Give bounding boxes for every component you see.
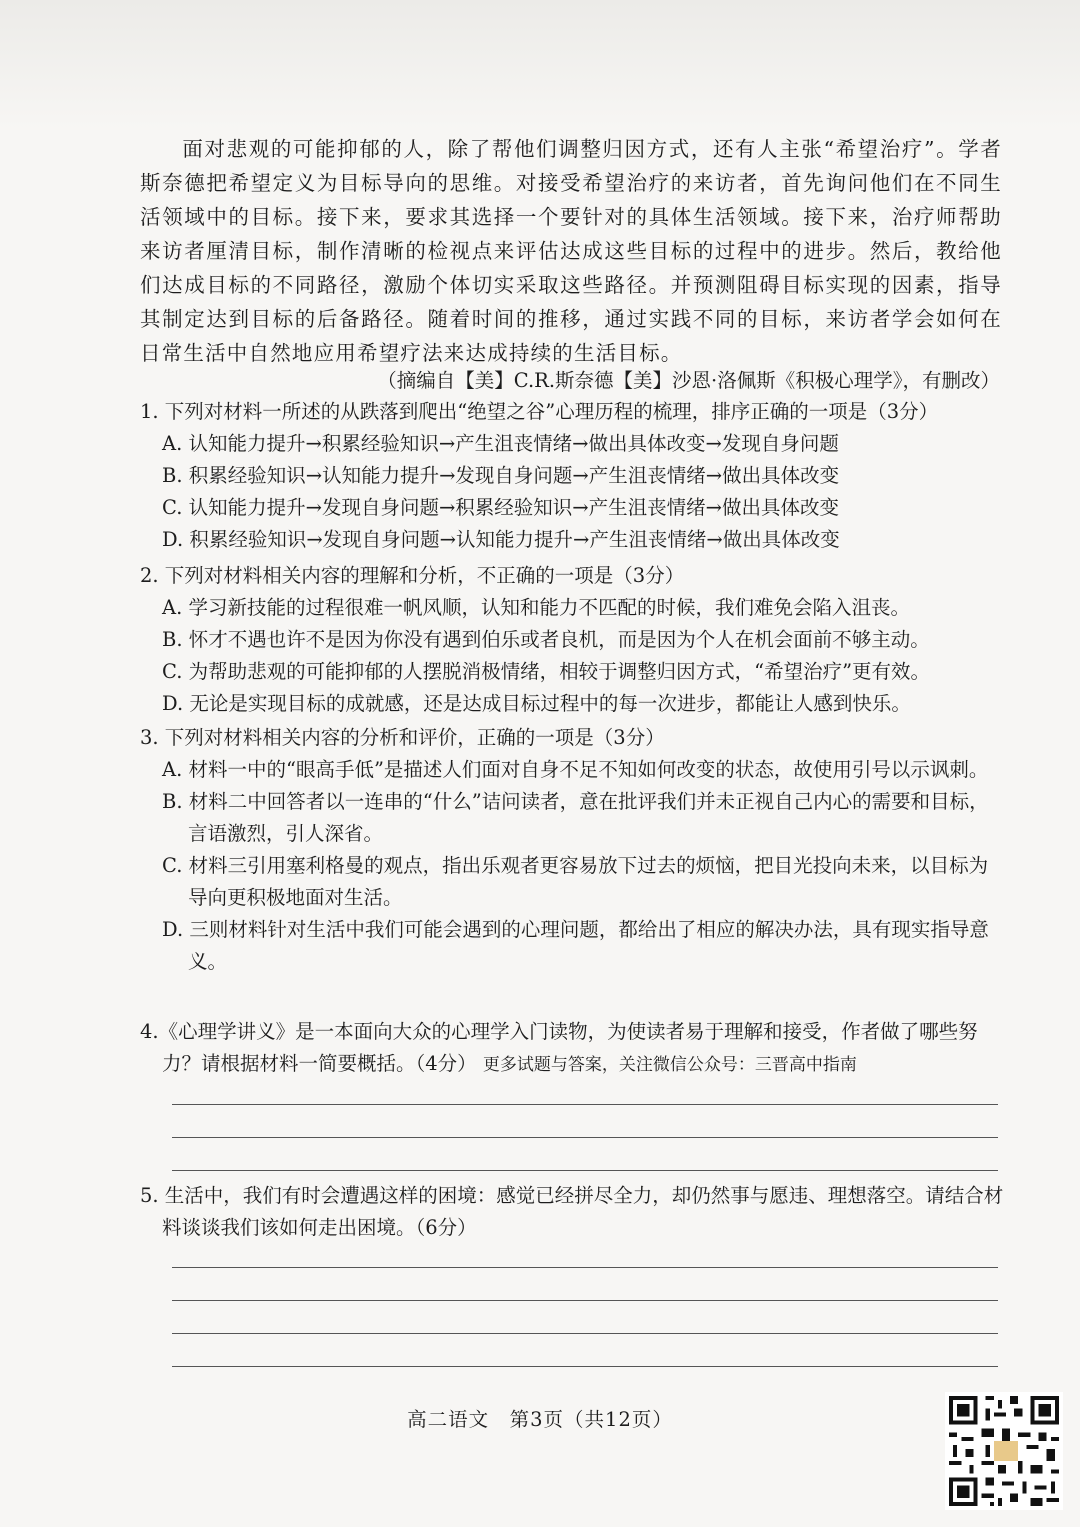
question-2 — [140, 560, 1005, 720]
question-1-option-b: B. 积累经验知识→认知能力提升→发现自身问题→产生沮丧情绪→做出具体改变 — [162, 464, 840, 487]
answer-line[interactable] — [172, 1300, 998, 1301]
question-2-stem: 2. 下列对材料相关内容的理解和分析，不正确的一项是（3分） — [140, 564, 685, 587]
question-5-stem: 5. 生活中，我们有时会遭遇这样的困境：感觉已经拼尽全力，却仍然事与愿违、理想落空。请结合材料谈谈我们该如何走出困境。（6分） — [140, 1184, 1004, 1239]
question-3-option-d: D. 三则材料针对生活中我们可能会遇到的心理问题，都给出了相应的解决办法，具有现实指导意义。 — [162, 918, 989, 973]
question-2-option-c: C. 为帮助悲观的可能抑郁的人摆脱消极情绪，相较于调整归因方式，“希望治疗”更有效。 — [162, 660, 931, 683]
question-3 — [140, 722, 1005, 978]
answer-line[interactable] — [172, 1366, 998, 1367]
question-4-stem — [140, 1016, 1005, 1081]
passage-text: 面对悲观的可能抑郁的人，除了帮他们调整归因方式，还有人主张“希望治疗”。学者斯奈德把希望定义为目标导向的思维。对接受希望治疗的来访者，首先询问他们在不同生活领域中的目标。接下来，要求其选择一个要针对的具体生活领域。接下来，治疗师帮助来访者厘清目标，制作清晰的检视点来评估达成这些目标的过程中的进步。然后，教给他们达成目标的不同路径，激励个体切实采取这些路径。并预测阻碍目标实现的因素，指导其制定达到目标的后备路径。随着时间的推移，通过实践不同的目标，来访者学会如何在日常生活中自然地应用希望疗法来达成持续的生活目标。 — [140, 137, 1002, 365]
reading-passage — [140, 132, 1002, 370]
qr-code-icon — [945, 1392, 1063, 1510]
question-4-text: 4.《心理学讲义》是一本面向大众的心理学入门读物，为使读者易于理解和接受，作者做了哪些努力？请根据材料一简要概括。（4分） — [140, 1020, 978, 1075]
question-1 — [140, 396, 1005, 556]
question-5 — [140, 1180, 1005, 1244]
question-1-option-a: A. 认知能力提升→积累经验知识→产生沮丧情绪→做出具体改变→发现自身问题 — [162, 432, 839, 455]
question-3-option-c: C. 材料三引用塞利格曼的观点，指出乐观者更容易放下过去的烦恼，把目光投向未来，以目标为导向更积极地面对生活。 — [162, 854, 989, 909]
question-3-option-b: B. 材料二中回答者以一连串的“什么”诘问读者，意在批评我们并未正视自己内心的需要和目标，言语激烈，引人深省。 — [162, 790, 989, 845]
answer-line[interactable] — [172, 1267, 998, 1268]
promo-note: 更多试题与答案，关注微信公众号：三晋高中指南 — [482, 1055, 857, 1075]
question-1-option-c: C. 认知能力提升→发现自身问题→积累经验知识→产生沮丧情绪→做出具体改变 — [162, 496, 839, 519]
question-2-option-a: A. 学习新技能的过程很难一帆风顺，认知和能力不匹配的时候，我们难免会陷入沮丧。 — [162, 596, 910, 619]
question-3-stem: 3. 下列对材料相关内容的分析和评价，正确的一项是（3分） — [140, 726, 665, 749]
question-3-option-a: A. 材料一中的“眼高手低”是描述人们面对自身不足不知如何改变的状态，故使用引号以示讽刺。 — [162, 758, 989, 781]
answer-line[interactable] — [172, 1333, 998, 1334]
question-1-stem: 1. 下列对材料一所述的从跌落到爬出“绝望之谷”心理历程的梳理，排序正确的一项是（3分） — [140, 400, 939, 423]
answer-line[interactable] — [172, 1137, 998, 1138]
scan-shadow — [0, 0, 1080, 130]
answer-line[interactable] — [172, 1104, 998, 1105]
question-2-option-d: D. 无论是实现目标的成就感，还是达成目标过程中的每一次进步，都能让人感到快乐。 — [162, 692, 911, 715]
answer-line[interactable] — [172, 1170, 998, 1171]
question-4 — [140, 1016, 1005, 1081]
page-footer: 高二语文 第3页（共12页） — [407, 1408, 673, 1431]
question-1-option-d: D. 积累经验知识→发现自身问题→认知能力提升→产生沮丧情绪→做出具体改变 — [162, 528, 840, 551]
question-2-option-b: B. 怀才不遇也许不是因为你没有遇到伯乐或者良机，而是因为个人在机会面前不够主动。 — [162, 628, 930, 651]
source-citation: （摘编自【美】C.R.斯奈德【美】沙恩·洛佩斯《积极心理学》，有删改） — [377, 369, 1000, 392]
